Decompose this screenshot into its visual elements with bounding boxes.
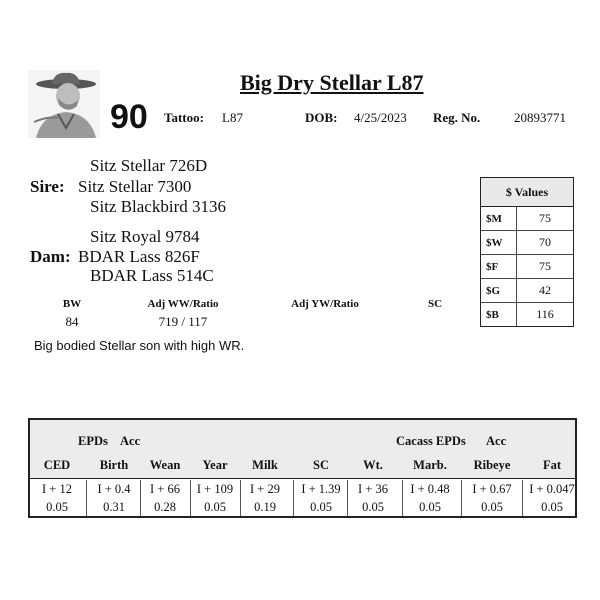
dam-label: Dam: bbox=[30, 247, 71, 266]
carcass-acc-label: Acc bbox=[486, 434, 507, 448]
dam-dam: BDAR Lass 514C bbox=[90, 266, 214, 285]
comment-note: Big bodied Stellar son with high WR. bbox=[34, 338, 245, 353]
dollar-value-row bbox=[481, 302, 573, 326]
epd-column-header: CED bbox=[43, 458, 71, 472]
epd-accuracy: 0.05 bbox=[541, 500, 563, 514]
epd-accuracy: 0.05 bbox=[46, 500, 68, 514]
column-divider bbox=[86, 480, 87, 516]
epd-value: I + 0.67 bbox=[472, 482, 512, 496]
adj-ww-label: Adj WW/Ratio bbox=[147, 298, 219, 310]
dollar-values-title: $ Values bbox=[481, 178, 573, 207]
bw-label: BW bbox=[62, 298, 82, 310]
epd-accuracy: 0.19 bbox=[254, 500, 276, 514]
epd-column-header: Ribeye bbox=[473, 458, 511, 472]
dollar-value-number: 75 bbox=[539, 211, 551, 225]
dollar-value-key: $B bbox=[481, 303, 517, 326]
epd-value: I + 0.48 bbox=[410, 482, 450, 496]
epd-column-header: Year bbox=[202, 458, 228, 472]
epd-value: I + 0.4 bbox=[97, 482, 131, 496]
reg-label: Reg. No. bbox=[433, 110, 481, 125]
column-divider bbox=[190, 480, 191, 516]
epd-accuracy: 0.31 bbox=[103, 500, 125, 514]
tattoo-value: L87 bbox=[222, 110, 243, 125]
adj-yw-label: Adj YW/Ratio bbox=[291, 298, 359, 310]
dollar-value-key: $W bbox=[481, 231, 517, 254]
epd-column-header: Wean bbox=[149, 458, 181, 472]
epd-value: I + 0.047 bbox=[529, 482, 575, 496]
epd-column-header: Birth bbox=[99, 458, 129, 472]
dollar-value-key: $G bbox=[481, 279, 517, 302]
dollar-value-row bbox=[481, 278, 573, 302]
dollar-value-row bbox=[481, 230, 573, 254]
dob-label: DOB: bbox=[305, 110, 338, 125]
dollar-value-key: $M bbox=[481, 207, 517, 230]
epd-column-header: Wt. bbox=[363, 458, 383, 472]
epd-accuracy: 0.05 bbox=[310, 500, 332, 514]
epd-value: I + 36 bbox=[358, 482, 388, 496]
column-divider bbox=[402, 480, 403, 516]
dollar-value-number: 75 bbox=[539, 259, 551, 273]
epd-value: I + 1.39 bbox=[301, 482, 341, 496]
dob-value: 4/25/2023 bbox=[354, 110, 407, 125]
column-divider bbox=[347, 480, 348, 516]
adj-ww-value: 719 / 117 bbox=[158, 314, 208, 329]
column-divider bbox=[140, 480, 141, 516]
epd-column-header: Marb. bbox=[413, 458, 447, 472]
column-divider bbox=[522, 480, 523, 516]
sire-dam: Sitz Blackbird 3136 bbox=[90, 197, 226, 216]
column-divider bbox=[293, 480, 294, 516]
dollar-value-number: 70 bbox=[539, 235, 551, 249]
epd-column-header: Milk bbox=[252, 458, 278, 472]
animal-name-title: Big Dry Stellar L87 bbox=[240, 70, 424, 95]
epd-value: I + 109 bbox=[196, 482, 234, 496]
dollar-value-number: 42 bbox=[539, 283, 551, 297]
epd-table bbox=[28, 418, 577, 518]
lot-number: 90 bbox=[110, 98, 148, 136]
carcass-epd-group-label: Cacass EPDs bbox=[396, 434, 466, 448]
reg-value: 20893771 bbox=[514, 110, 566, 125]
dollar-value-key: $F bbox=[481, 255, 517, 278]
epd-value: I + 12 bbox=[42, 482, 72, 496]
dollar-values-table bbox=[480, 177, 574, 327]
dam-sire: Sitz Royal 9784 bbox=[90, 227, 200, 246]
sire-sire: Sitz Stellar 726D bbox=[90, 156, 208, 175]
epd-acc-label: Acc bbox=[120, 434, 141, 448]
epd-value: I + 29 bbox=[250, 482, 280, 496]
epd-accuracy: 0.28 bbox=[154, 500, 176, 514]
epd-column-header: Fat bbox=[542, 458, 562, 472]
dollar-value-row bbox=[481, 254, 573, 278]
column-divider bbox=[240, 480, 241, 516]
dollar-value-number: 116 bbox=[536, 307, 554, 321]
epd-accuracy: 0.05 bbox=[362, 500, 384, 514]
sire-label: Sire: bbox=[30, 177, 65, 196]
epd-column-header: SC bbox=[313, 458, 329, 472]
epd-accuracy: 0.05 bbox=[481, 500, 503, 514]
dollar-value-row bbox=[481, 207, 573, 230]
epd-value: I + 66 bbox=[150, 482, 180, 496]
dam-name: BDAR Lass 826F bbox=[78, 247, 200, 266]
epd-group-label: EPDs bbox=[78, 434, 108, 448]
sire-name: Sitz Stellar 7300 bbox=[78, 177, 192, 196]
bw-value: 84 bbox=[65, 314, 79, 329]
epd-accuracy: 0.05 bbox=[204, 500, 226, 514]
tattoo-label: Tattoo: bbox=[164, 110, 204, 125]
sc-label: SC bbox=[427, 298, 443, 310]
column-divider bbox=[461, 480, 462, 516]
cowboy-photo bbox=[28, 70, 100, 138]
epd-accuracy: 0.05 bbox=[419, 500, 441, 514]
